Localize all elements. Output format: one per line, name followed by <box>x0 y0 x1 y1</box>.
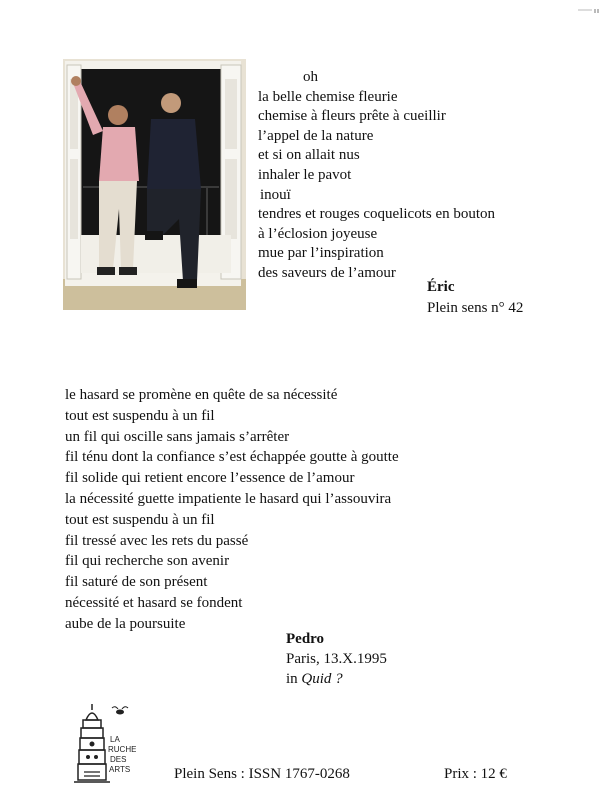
poem-author-pedro: Pedro <box>286 631 325 647</box>
poem-line: fil ténu dont la confiance s’est échappée goutte à goutte <box>65 449 399 466</box>
poem-source-plein-sens: Plein sens n° 42 <box>427 300 524 316</box>
svg-text:RUCHE: RUCHE <box>108 745 136 754</box>
poem-line: tout est suspendu à un fil <box>65 407 215 424</box>
poem-line: nécessité et hasard se fondent <box>65 594 243 611</box>
poem-line: oh <box>303 69 318 85</box>
poem-pedro <box>65 385 399 635</box>
source-prefix: in <box>286 671 298 687</box>
poem-source-quid <box>286 671 343 688</box>
footer-price: Prix : 12 € <box>444 766 507 782</box>
poem-line: tout est suspendu à un fil <box>65 511 215 528</box>
poem-eric <box>258 68 495 284</box>
poem-line: fil solide qui retient encore l’essence de l’amour <box>65 470 355 487</box>
poem-line: et si on allait nus <box>258 147 360 164</box>
poem-line: l’appel de la nature <box>258 127 374 144</box>
svg-text:ARTS: ARTS <box>109 765 131 774</box>
source-title: Quid ? <box>301 671 343 687</box>
poem-line: un fil qui oscille sans jamais s’arrêter <box>65 428 290 445</box>
poem-author-eric: Éric <box>427 279 455 295</box>
poem-line: le hasard se promène en quête de sa nécessité <box>65 387 338 403</box>
poem-line: fil qui recherche son avenir <box>65 553 230 570</box>
poem-line: à l’éclosion joyeuse <box>258 225 378 242</box>
poem-line: fil saturé de son présent <box>65 574 208 591</box>
beehive-logo-icon <box>74 702 136 786</box>
poem-line: la belle chemise fleurie <box>258 88 398 105</box>
poem-line: inhaler le pavot <box>258 166 352 183</box>
poem-line: aube de la poursuite <box>65 615 186 632</box>
poem-place-date: Paris, 13.X.1995 <box>286 651 387 667</box>
photo-two-men-window <box>63 59 246 310</box>
poem-line: fil tressé avec les rets du passé <box>65 532 249 549</box>
poem-line: des saveurs de l’amour <box>258 264 396 281</box>
footer-issn: Plein Sens : ISSN 1767-0268 <box>174 766 350 782</box>
poem-line: inouï <box>260 186 291 203</box>
poem-line: tendres et rouges coquelicots en bouton <box>258 206 496 223</box>
poem-line: mue par l’inspiration <box>258 245 384 262</box>
svg-text:LA: LA <box>110 735 120 744</box>
page-corner-mark <box>578 0 600 4</box>
poem-line: chemise à fleurs prête à cueillir <box>258 108 446 125</box>
poem-line: la nécessité guette impatiente le hasard qui l’assouvira <box>65 490 392 507</box>
svg-text:DES: DES <box>110 755 127 764</box>
